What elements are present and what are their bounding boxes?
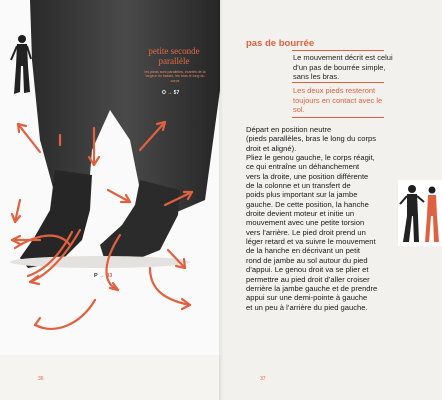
floor-shadow: [10, 256, 190, 268]
photo-title: petite seconde parallèle: [148, 46, 200, 66]
page-number-left: 36: [38, 376, 44, 382]
body-line: de la hanche en décrivant un petit: [246, 246, 360, 256]
body-line: derrière la jambe gauche et de prendre: [246, 283, 378, 293]
divider: [292, 82, 384, 83]
photo-reference: O → 57: [162, 90, 180, 96]
dancers-thumbnail: [398, 180, 442, 246]
page-number-right: 37: [260, 376, 266, 382]
body-line: vers la droite, une position différente: [246, 171, 369, 181]
arrow-head-shape: [30, 276, 39, 284]
body-line: droite devient moteur et initie un: [246, 209, 355, 219]
gutter-shadow: [219, 0, 223, 400]
dancer-thumbnail: [8, 32, 34, 98]
intro-text: Le mouvement décrit est celui d’un pas de bourrée simple, sans les bras.: [293, 53, 393, 81]
body-line: d’appui. Le genou droit va se plier et: [246, 265, 369, 275]
dancer-figure: [8, 32, 34, 98]
body-line: poids plus important sur la jambe: [246, 190, 358, 200]
body-line: Départ en position neutre: [246, 125, 332, 134]
dancers-figures: [398, 180, 442, 246]
body-line: ce qui entraîne un déhanchement: [246, 162, 360, 172]
section-title: pas de bourrée: [246, 38, 315, 49]
body-line: Pliez le genou gauche, le corps réagit,: [246, 153, 375, 163]
arrow-shape: [18, 124, 40, 152]
note-text: Les deux pieds resteront toujours en contact avec le sol.: [293, 86, 383, 114]
body-line: appui sur une demi-pointe à gauche: [246, 293, 368, 303]
body-line: rond de jambe au sol autour du pied: [246, 255, 368, 265]
body-line: (pieds parallèles, bras le long du corps: [246, 134, 377, 144]
body-line: gauche. De cette position, la hanche: [246, 199, 369, 209]
body-line: droit et aligné).: [246, 143, 297, 153]
body-line: léger retard et va suivre le mouvement: [246, 237, 376, 247]
body-line: permettre au pied droit d’aller croiser: [246, 274, 370, 284]
body-line: et un peu à l’arrière du pied gauche.: [246, 302, 368, 312]
divider: [292, 117, 384, 118]
arrow-icon: →: [99, 273, 105, 279]
page-reference-label: P: [94, 273, 98, 279]
left-foot-shape: [20, 170, 92, 268]
body-line: vers l’arrière. Le pied droit prend un: [246, 227, 366, 237]
arrow-head-shape: [35, 318, 43, 328]
page-reference-number: 43: [106, 273, 113, 279]
divider: [292, 50, 384, 51]
photo-subtitle: les pieds sont parallèles, écartés de la largeur du bassin, les bras le long du corps: [144, 70, 206, 83]
arrow-shape: [35, 300, 95, 329]
body-text: [246, 125, 394, 312]
page-reference: [94, 273, 112, 279]
dance-legs-photo: [0, 0, 221, 355]
body-line: de la colonne et un transfert de: [246, 181, 351, 191]
body-line: mouvement avec une petite torsion: [246, 218, 365, 228]
